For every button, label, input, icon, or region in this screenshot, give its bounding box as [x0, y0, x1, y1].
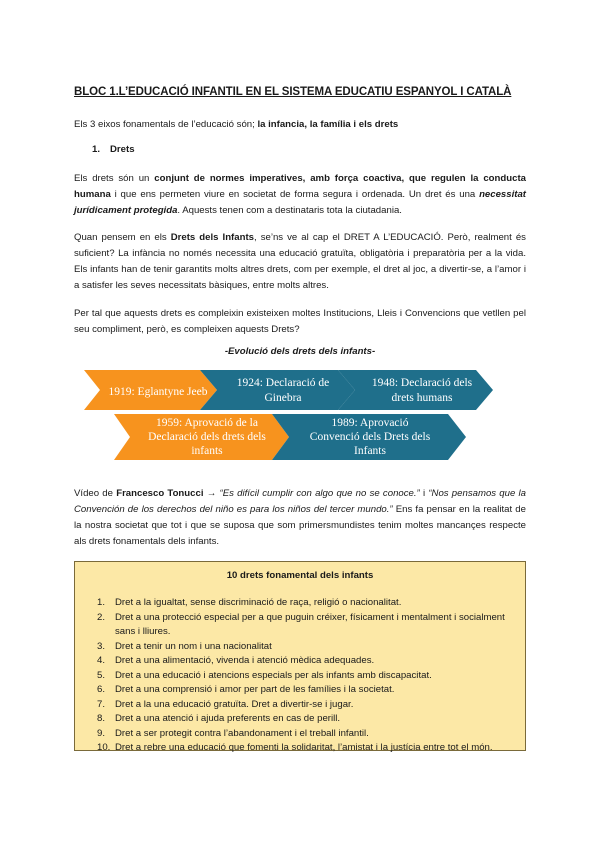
timeline-label-1948-b: drets humans: [391, 392, 453, 404]
timeline-label-1948-a: 1948: Declaració dels: [371, 377, 473, 389]
timeline-label-1989-c: Infants: [354, 445, 386, 457]
bold-italic-run: necessitat jurídicament protegida: [74, 189, 526, 216]
list-number: 2.: [97, 611, 106, 623]
arrow-glyph: →: [203, 488, 220, 499]
timeline-label-1989-a: 1989: Aprovació: [331, 417, 409, 429]
bold-run: Francesco Tonucci: [116, 488, 204, 499]
list-number: 3.: [97, 640, 106, 652]
text-run: Quan pensem en els: [74, 232, 171, 243]
bold-run: conjunt de normes imperatives, amb força coactiva, que regulen la conducta humana: [74, 173, 526, 200]
timeline-label-1989-b: Convenció dels Drets dels: [309, 431, 431, 443]
list-item: [97, 727, 517, 742]
list-item: [97, 640, 517, 655]
list-number: 9.: [97, 727, 106, 739]
list-text: Dret a la una educació gratuïta. Dret a divertir-se i jugar.: [115, 698, 354, 710]
list-item: [97, 683, 517, 698]
text-run: Els drets són un: [74, 173, 155, 184]
text-run: , se’ns ve al cap el DRET A L’EDUCACIÓ. Però, realment és suficient? La infància no només necessita una educació gratuïta, obligatòria i preparatòria per a la vida. Els infants han de tenir garantits molts altres drets, com per exemple, el dret al joc, a divertir-se, a l’amor i a satisfer les seves necessitats bàsiques, entre molts altres.: [74, 232, 526, 291]
timeline-label-1959-c: infants: [191, 445, 223, 457]
text-run: i: [419, 488, 429, 499]
list-text: Dret a una comprensió i amor per part de les famílies i la societat.: [115, 684, 395, 695]
list-number: 10.: [97, 742, 111, 753]
timeline-label-1924-a: 1924: Declaració de: [236, 377, 330, 389]
timeline-arrow-1924: [200, 370, 355, 410]
list-text: Dret a tenir un nom i una nacionalitat: [115, 640, 272, 652]
list-text: Dret a la igualtat, sense discriminació de raça, religió o nacionalitat.: [115, 597, 402, 608]
section-number: 1.: [92, 144, 101, 155]
list-number: 7.: [97, 698, 106, 710]
rights-box-title: 10 drets fonamental dels infants: [226, 570, 374, 581]
rights-box: [74, 561, 526, 751]
intro-bold: la infancia, la família i els drets: [257, 119, 399, 130]
intro-text: Els 3 eixos fonamentals de l’educació són;: [74, 119, 258, 130]
text-run: . Aquests tenen com a destinataris tota la ciutadania.: [177, 205, 402, 216]
text-run: Ens fa pensar en la realitat de la nostra societat que tot i que se suposa que som primersmundistes tenim moltes mancançes respecte als drets fonamentals dels infants.: [74, 504, 526, 547]
list-number: 8.: [97, 713, 106, 724]
list-item: [97, 596, 517, 611]
bold-run: Drets dels Infants: [170, 232, 254, 243]
list-text: Dret a una protecció especial per a que puguin créixer, físicament i mentalment i socialment sans i lliures.: [115, 611, 505, 637]
italic-run: “Es difícil cumplir con algo que no se conoce.”: [219, 488, 420, 499]
paragraph-tonucci: [74, 486, 526, 550]
list-text: Dret a una educació i atencions especials per als infants amb discapacitat.: [115, 669, 432, 681]
timeline-label-1919: 1919: Eglantyne Jeeb: [108, 386, 208, 398]
timeline-label-1959-a: 1959: Aprovació de la: [156, 417, 258, 429]
list-text: Dret a una alimentació, vivenda i atenció mèdica adequades.: [115, 655, 375, 666]
list-number: 5.: [97, 669, 106, 681]
list-item: [97, 741, 517, 756]
list-item: [97, 698, 517, 713]
list-text: Dret a rebre una educació que fomenti la solidaritat, l’amistat i la justícia entre tot el món.: [115, 742, 493, 753]
timeline-caption: -Evolució dels drets dels infants-: [224, 346, 376, 357]
text-run: Vídeo de: [74, 488, 117, 499]
timeline-label-1959-b: Declaració dels drets dels: [148, 431, 266, 443]
timeline-label-1924-b: Ginebra: [264, 392, 302, 404]
list-item: [97, 712, 517, 727]
timeline-arrow-1948: [338, 370, 493, 410]
list-item: [97, 611, 517, 640]
section-label: Drets: [110, 144, 135, 155]
paragraph-institucions: Per tal que aquests drets es compleixin existeixen moltes Institucions, Lleis i Convencions que vetllen pel seu compliment, però, es compleixen aquests Drets?: [74, 308, 526, 335]
list-text: Dret a ser protegit contra l’abandonament i el treball infantil.: [115, 727, 369, 739]
list-number: 4.: [97, 655, 106, 666]
rights-list: [97, 596, 517, 756]
list-text: Dret a una atenció i ajuda preferents en cas de perill.: [115, 713, 341, 724]
list-number: 6.: [97, 684, 106, 695]
list-number: 1.: [97, 597, 106, 608]
page-title: BLOC 1.L’EDUCACIÓ INFANTIL EN EL SISTEMA EDUCATIU ESPANYOL I CATALÀ: [74, 86, 512, 98]
list-item: [97, 654, 517, 669]
list-item: [97, 669, 517, 684]
text-run: i que ens permeten viure en societat de forma segura i ordenada. Un dret és una: [110, 189, 480, 200]
italic-run: “Nos pensamos que la Convención de los derechos del niño es para los niños del tercer mundo.”: [74, 488, 526, 515]
